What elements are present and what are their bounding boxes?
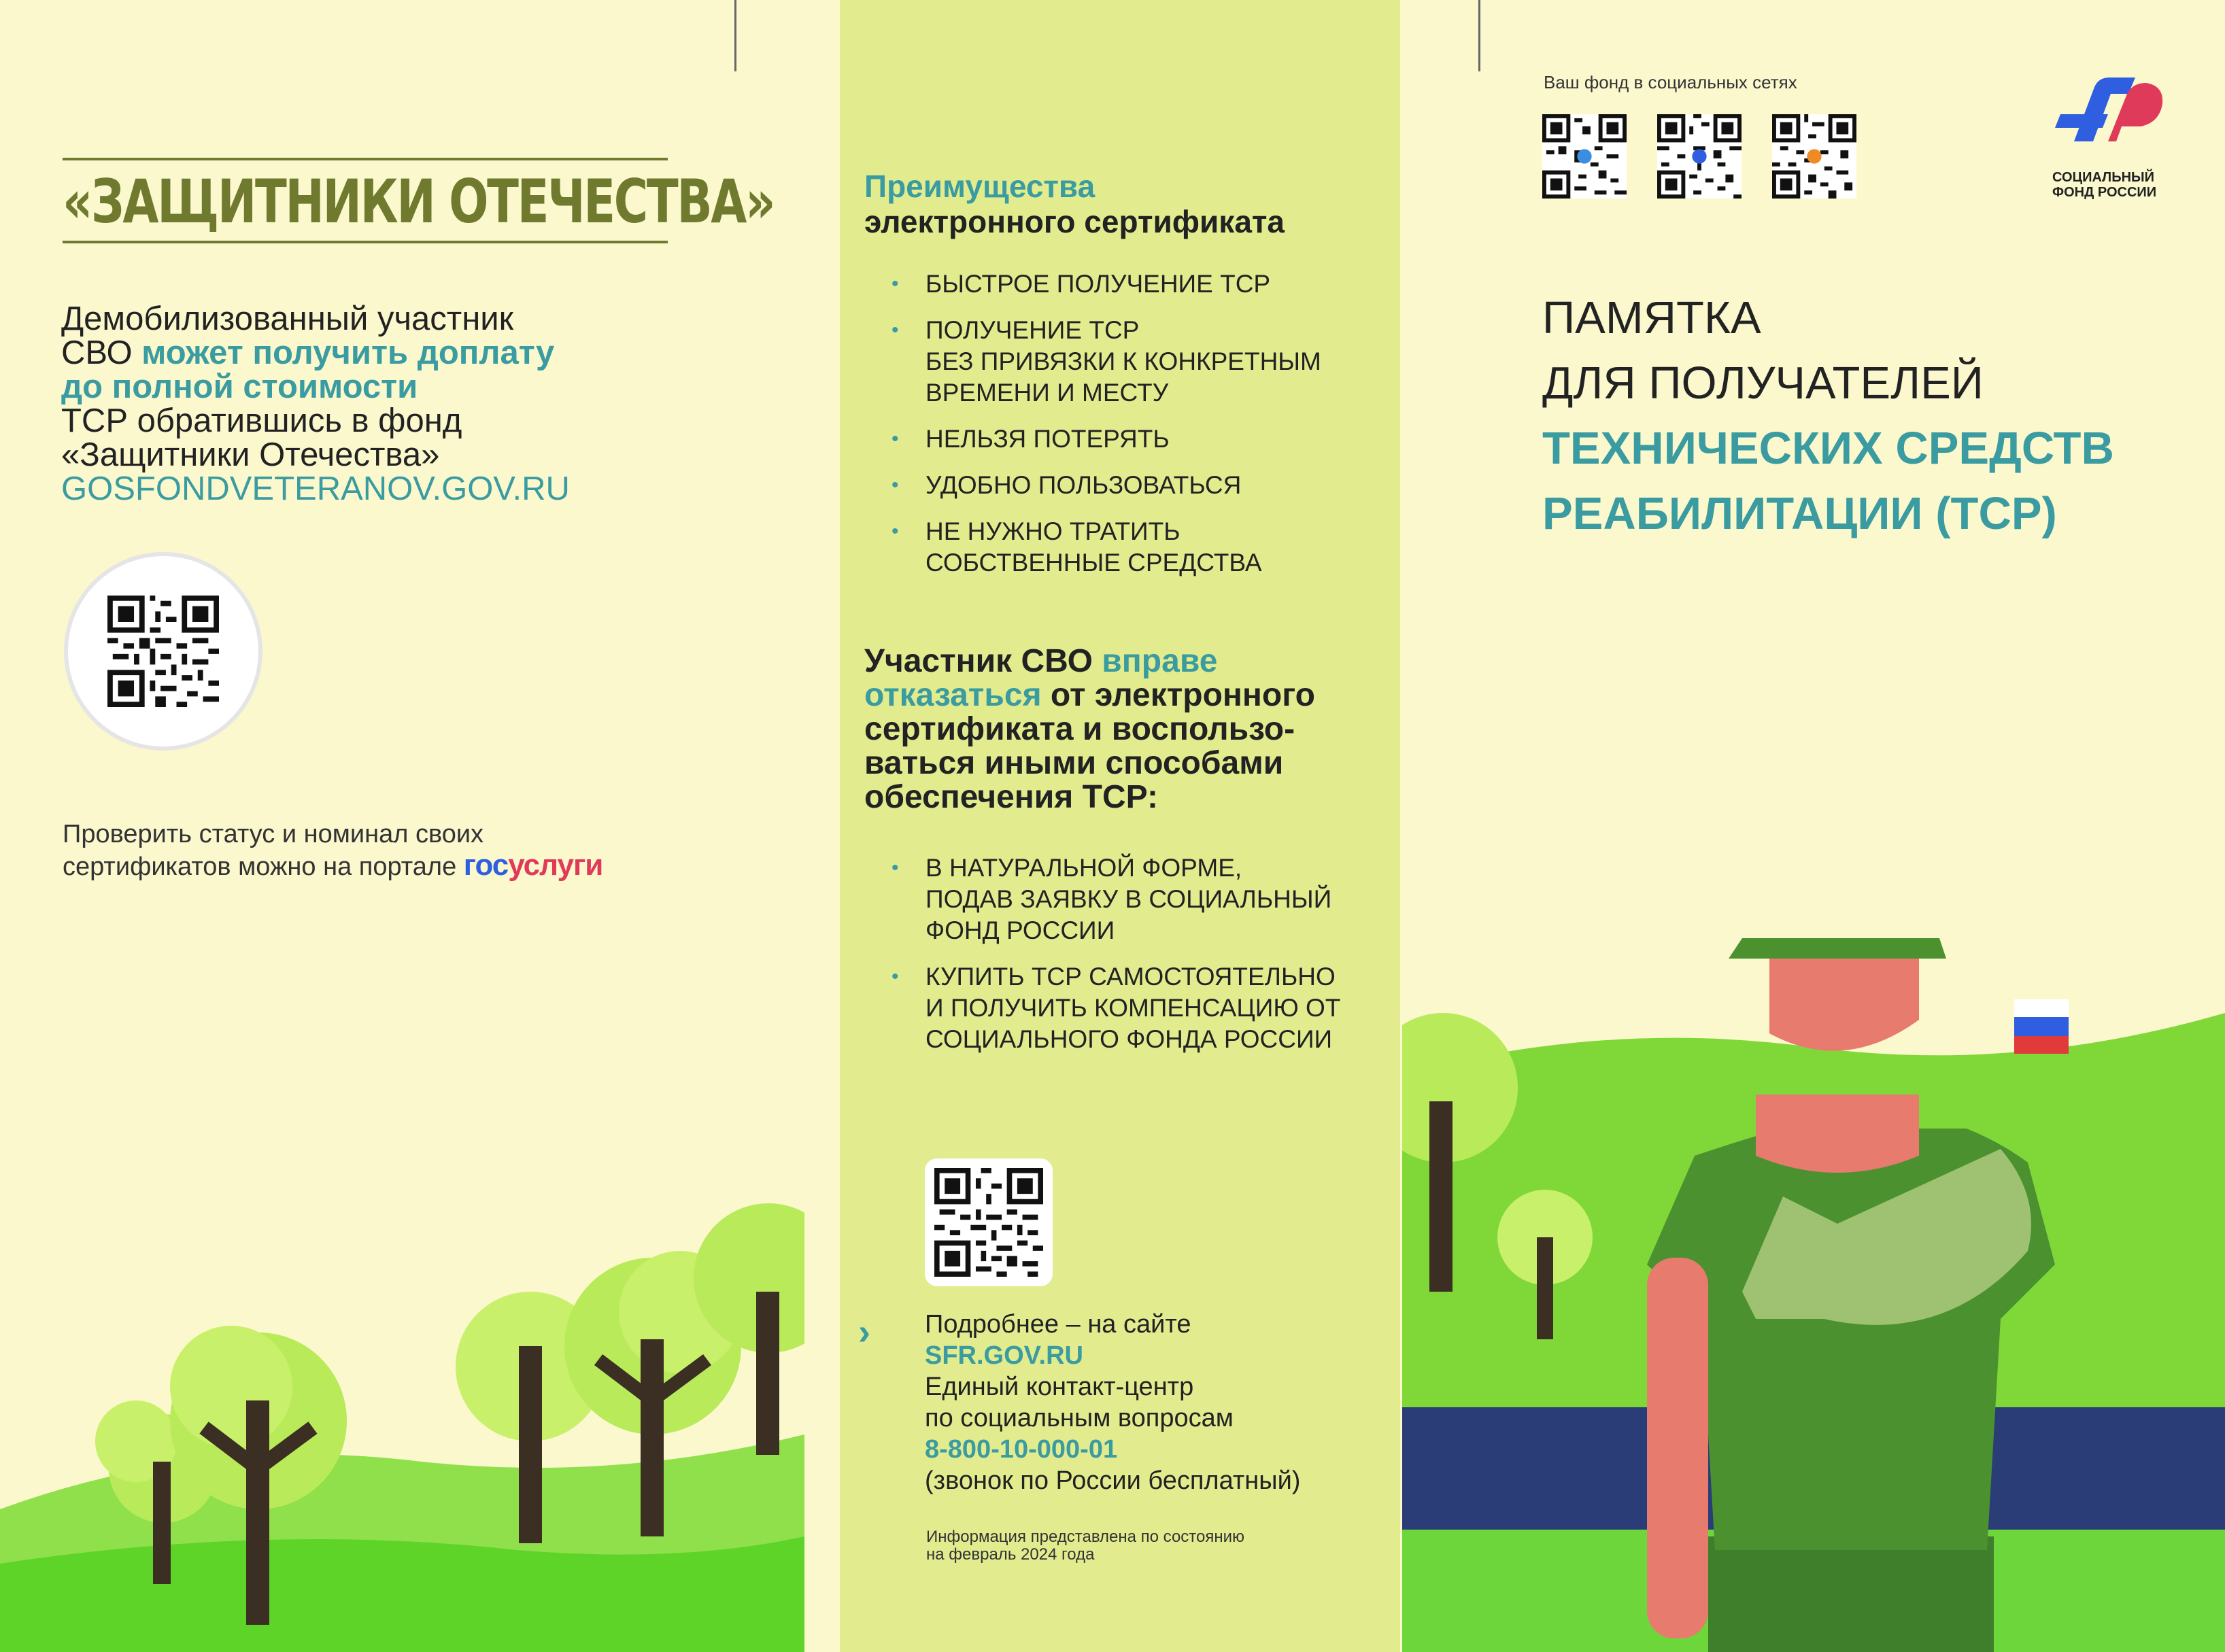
- info-date-note: [926, 1528, 1334, 1564]
- logo-line: СОЦИАЛЬНЫЙ: [2052, 170, 2154, 185]
- qr-code-social-1[interactable]: [1542, 114, 1627, 199]
- note-line: Информация представлена по состоянию: [926, 1528, 1245, 1546]
- right-panel: [1402, 0, 2225, 1652]
- desc-line: Демобилизованный участник: [61, 300, 514, 337]
- note-line: на февраль 2024 года: [926, 1545, 1095, 1564]
- fund-website-link[interactable]: GOSFONDVETERANOV.GOV.RU: [61, 470, 570, 507]
- desc-highlight: может получить доплату: [141, 334, 555, 371]
- memo-title-highlight: ТЕХНИЧЕСКИХ СРЕДСТВ: [1542, 423, 2114, 474]
- list-item-text: НЕ НУЖНО ТРАТИТЬ СОБСТВЕННЫЕ СРЕДСТВА: [925, 517, 1262, 577]
- desc-line: [61, 336, 768, 370]
- contact-line: по социальным вопросам: [925, 1404, 1234, 1432]
- desc-text: СВО: [61, 334, 142, 371]
- status-line: [63, 850, 777, 882]
- bullet-icon: •: [891, 520, 899, 543]
- svo-refusal-text: [864, 644, 1395, 814]
- social-networks-label: Ваш фонд в социальных сетях: [1544, 72, 1797, 92]
- qr-code-social-2[interactable]: [1657, 114, 1742, 199]
- title-rule-bottom: [63, 241, 668, 243]
- list-item-text: НЕЛЬЗЯ ПОТЕРЯТЬ: [925, 425, 1170, 453]
- fund-description: [61, 302, 768, 506]
- qr-code-icon: [107, 596, 219, 707]
- status-line: Проверить статус и номинал своих: [63, 820, 484, 848]
- title-rule-top: [63, 158, 668, 160]
- list-item-text: БЫСТРОЕ ПОЛУЧЕНИЕ ТСР: [925, 270, 1271, 298]
- memo-title-line: ДЛЯ ПОЛУЧАТЕЛЕЙ: [1542, 358, 1984, 409]
- sfr-website-link[interactable]: SFR.GOV.RU: [925, 1341, 1083, 1370]
- fold-mark: [734, 0, 736, 71]
- advantage-item: [864, 470, 1395, 501]
- bullet-icon: •: [891, 857, 899, 879]
- qr-code-fund[interactable]: [68, 556, 258, 746]
- advantage-item: [864, 516, 1395, 579]
- gosuslugi-logo-part: услуги: [508, 848, 603, 882]
- qr-code-social-3[interactable]: [1772, 114, 1856, 199]
- list-item-text: КУПИТЬ ТСР САМОСТОЯТЕЛЬНО И ПОЛУЧИТЬ КОМПЕНСАЦИЮ ОТ СОЦИАЛЬНОГО ФОНДА РОССИИ: [925, 963, 1341, 1053]
- qr-code-icon: [934, 1168, 1043, 1277]
- list-item-text: ПОЛУЧЕНИЕ ТСР БЕЗ ПРИВЯЗКИ К КОНКРЕТНЫМ ВРЕМЕНИ И МЕСТУ: [925, 316, 1321, 407]
- sfr-logo-text: [2052, 170, 2156, 200]
- status-check-text: [63, 819, 777, 882]
- left-landscape-illustration: [0, 1142, 804, 1652]
- contact-line: (звонок по России бесплатный): [925, 1466, 1301, 1495]
- memo-title-line: ПАМЯТКА: [1542, 292, 1761, 343]
- list-item-text: В НАТУРАЛЬНОЙ ФОРМЕ, ПОДАВ ЗАЯВКУ В СОЦИАЛЬНЫЙ ФОНД РОССИИ: [925, 854, 1332, 944]
- left-panel: [0, 0, 804, 1652]
- svo-text: Участник СВО: [864, 643, 1102, 679]
- alternative-way-item: [864, 853, 1408, 946]
- desc-highlight: до полной стоимости: [61, 368, 418, 405]
- gosuslugi-logo[interactable]: [464, 848, 603, 882]
- memo-title: [1542, 286, 2222, 547]
- status-text: сертификатов можно на портале: [63, 853, 457, 881]
- bullet-icon: •: [891, 319, 899, 341]
- advantage-item: [864, 269, 1395, 300]
- advantages-heading: [864, 169, 1381, 239]
- soldier-illustration: [1402, 938, 2225, 1652]
- advantages-list: [864, 269, 1395, 593]
- advantage-item: [864, 424, 1395, 455]
- heading-line: электронного сертификата: [864, 204, 1285, 239]
- contact-line: Единый контакт-центр: [925, 1373, 1194, 1401]
- fold-mark: [1478, 0, 1480, 71]
- alternative-way-item: [864, 961, 1408, 1055]
- heading-line: Преимущества: [864, 169, 1095, 204]
- contact-line: Подробнее – на сайте: [925, 1310, 1191, 1339]
- contact-phone-link[interactable]: 8-800-10-000-01: [925, 1435, 1118, 1464]
- bullet-icon: •: [891, 273, 899, 295]
- alternative-ways-list: [864, 853, 1408, 1070]
- list-item-text: УДОБНО ПОЛЬЗОВАТЬСЯ: [925, 471, 1242, 499]
- sfr-logo-icon: [2054, 73, 2169, 162]
- svo-highlight: вправе отказаться: [864, 643, 1218, 713]
- svo-text: от электронного сертификата и воспользо-ваться иными способами обеспечения ТСР:: [864, 677, 1315, 815]
- fund-title: «ЗАЩИТНИКИ ОТЕЧЕСТВА»: [63, 167, 775, 237]
- chevron-right-icon: ›: [858, 1311, 870, 1352]
- qr-code-sfr[interactable]: [925, 1158, 1053, 1286]
- logo-line: ФОНД РОССИИ: [2052, 185, 2157, 200]
- bullet-icon: •: [891, 428, 899, 450]
- contact-info: [925, 1309, 1401, 1496]
- desc-line: «Защитники Отечества»: [61, 436, 440, 473]
- gosuslugi-logo-part: гос: [463, 848, 509, 882]
- memo-title-highlight: РЕАБИЛИТАЦИИ (ТСР): [1542, 488, 2057, 539]
- advantage-item: [864, 315, 1395, 409]
- bullet-icon: •: [891, 474, 899, 496]
- desc-line: ТСР обратившись в фонд: [61, 402, 462, 439]
- bullet-icon: •: [891, 965, 899, 988]
